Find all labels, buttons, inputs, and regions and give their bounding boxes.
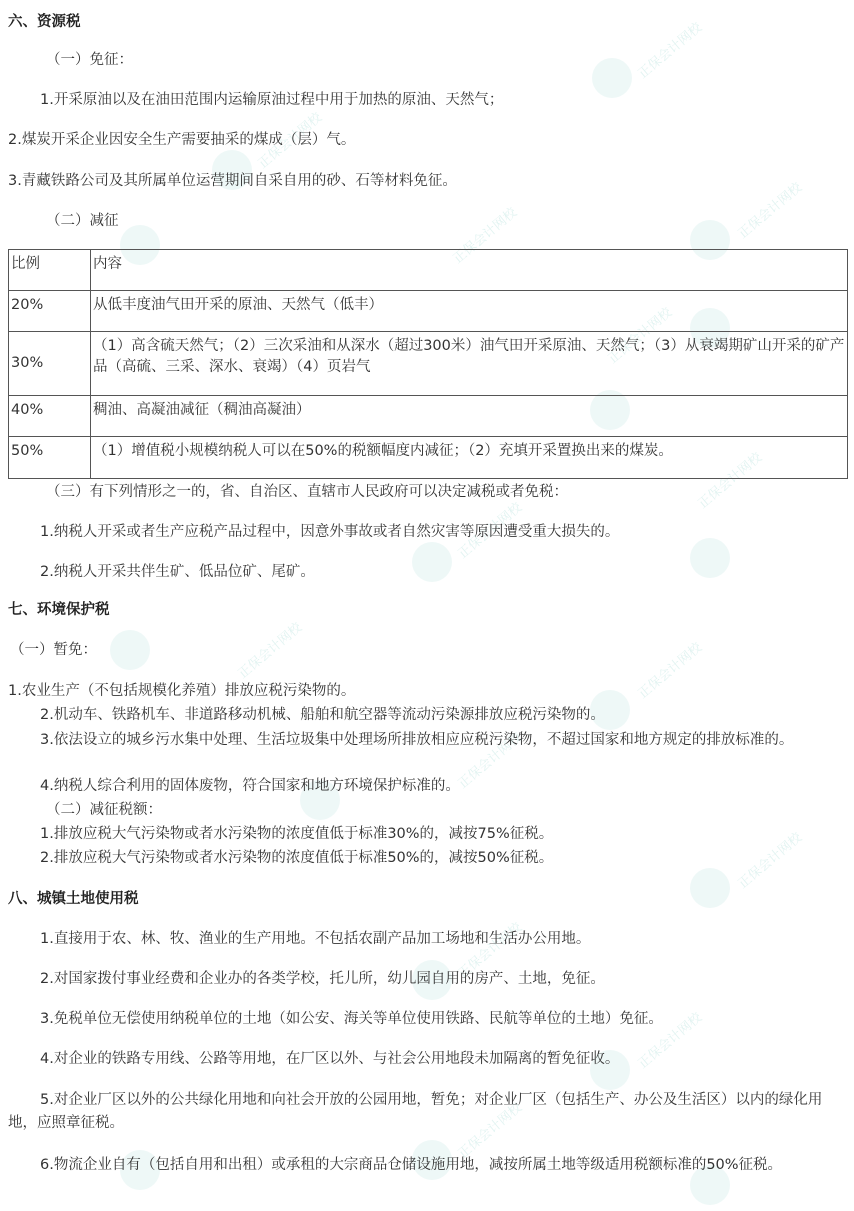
table-cell: （1）增值税小规模纳税人可以在50%的税额幅度内减征；（2）充填开采置换出来的煤炭。	[91, 437, 848, 479]
watermark-text: 正保会计网校	[605, 305, 675, 367]
list-item: 1.直接用于农、林、牧、渔业的生产用地。不包括农副产品加工场地和生活办公用地。	[40, 931, 591, 947]
table-header-cell: 比例	[9, 250, 91, 291]
subheading: （一）免征：	[46, 52, 133, 68]
list-item: 1.农业生产（不包括规模化养殖）排放应税污染物的。	[8, 683, 356, 699]
table-cell: 从低丰度油气田开采的原油、天然气（低丰）	[91, 291, 848, 332]
list-item: 3.依法设立的城乡污水集中处理、生活垃圾集中处理场所排放相应应税污染物，不超过国家和地方规定的排放标准的。	[40, 732, 794, 748]
list-item: 6.物流企业自有（包括自用和出租）或承租的大宗商品仓储设施用地，减按所属土地等级适用税额标准的50%征税。	[40, 1157, 783, 1173]
list-item: 1.纳税人开采或者生产应税产品过程中，因意外事故或者自然灾害等原因遭受重大损失的。	[40, 524, 620, 540]
list-item: 4.对企业的铁路专用线、公路等用地，在厂区以外、与社会公用地段未加隔离的暂免征收。	[40, 1051, 620, 1067]
table-row	[9, 332, 848, 396]
watermark-text: 正保会计网校	[635, 1010, 705, 1072]
table-cell: 稠油、高凝油减征（稠油高凝油）	[91, 396, 848, 437]
list-item: 4.纳税人综合利用的固体废物，符合国家和地方环境保护标准的。	[40, 778, 460, 794]
table-row	[9, 437, 848, 479]
watermark-text: 正保会计网校	[735, 180, 805, 242]
table-header-cell: 内容	[91, 250, 848, 291]
watermark-text: 正保会计网校	[235, 620, 305, 682]
list-item: 1.排放应税大气污染物或者水污染物的浓度值低于标准30%的，减按75%征税。	[40, 826, 554, 842]
table-cell: （1）高含硫天然气；（2）三次采油和从深水（超过300米）油气田开采原油、天然气；（3）从衰竭期矿山开采的矿产品（高硫、三采、深水、衰竭）（4）页岩气	[91, 332, 848, 396]
watermark-text: 正保会计网校	[455, 730, 525, 792]
watermark-text: 正保会计网校	[695, 450, 765, 512]
subheading: （三）有下列情形之一的，省、自治区、直辖市人民政府可以决定减税或者免税：	[46, 484, 568, 500]
subheading: （二）减征	[46, 213, 119, 229]
table-cell: 50%	[9, 437, 91, 479]
watermark-text: 正保会计网校	[255, 110, 325, 172]
table-row	[9, 396, 848, 437]
list-item: 2.煤炭开采企业因安全生产需要抽采的煤成（层）气。	[8, 132, 356, 148]
watermark-text: 正保会计网校	[455, 920, 525, 982]
table-cell: 20%	[9, 291, 91, 332]
table-cell: 40%	[9, 396, 91, 437]
list-item: 2.排放应税大气污染物或者水污染物的浓度值低于标准50%的，减按50%征税。	[40, 850, 554, 866]
table-cell: 30%	[9, 332, 91, 396]
list-item: 2.对国家拨付事业经费和企业办的各类学校，托儿所，幼儿园自用的房产、土地，免征。	[40, 971, 605, 987]
list-item: 5.对企业厂区以外的公共绿化用地和向社会开放的公园用地，暂免；对企业厂区（包括生产、办公及生活区）以内的绿化用地，应照章征税。	[8, 1092, 823, 1131]
section-heading: 七、环境保护税	[8, 602, 110, 618]
section-heading: 八、城镇土地使用税	[8, 891, 139, 907]
table-header-row	[9, 250, 848, 291]
subheading: （二）减征税额：	[46, 802, 162, 818]
list-item: 2.机动车、铁路机车、非道路移动机械、船舶和航空器等流动污染源排放应税污染物的。	[40, 707, 605, 723]
watermark-text: 正保会计网校	[455, 1100, 525, 1162]
watermark-text: 正保会计网校	[635, 20, 705, 82]
watermark-text: 正保会计网校	[735, 830, 805, 892]
table-row	[9, 291, 848, 332]
list-item: 2.纳税人开采共伴生矿、低品位矿、尾矿。	[40, 564, 315, 580]
watermark-text: 正保会计网校	[455, 500, 525, 562]
reduction-rate-table	[8, 249, 848, 479]
watermark-text: 正保会计网校	[450, 205, 520, 267]
subheading: （一）暂免：	[10, 642, 97, 658]
watermark-text: 正保会计网校	[635, 640, 705, 702]
list-item: 1.开采原油以及在油田范围内运输原油过程中用于加热的原油、天然气；	[40, 92, 504, 108]
section-heading: 六、资源税	[8, 14, 81, 30]
list-item: 3.青藏铁路公司及其所属单位运营期间自采自用的砂、石等材料免征。	[8, 173, 457, 189]
list-item: 3.免税单位无偿使用纳税单位的土地（如公安、海关等单位使用铁路、民航等单位的土地）免征。	[40, 1011, 663, 1027]
